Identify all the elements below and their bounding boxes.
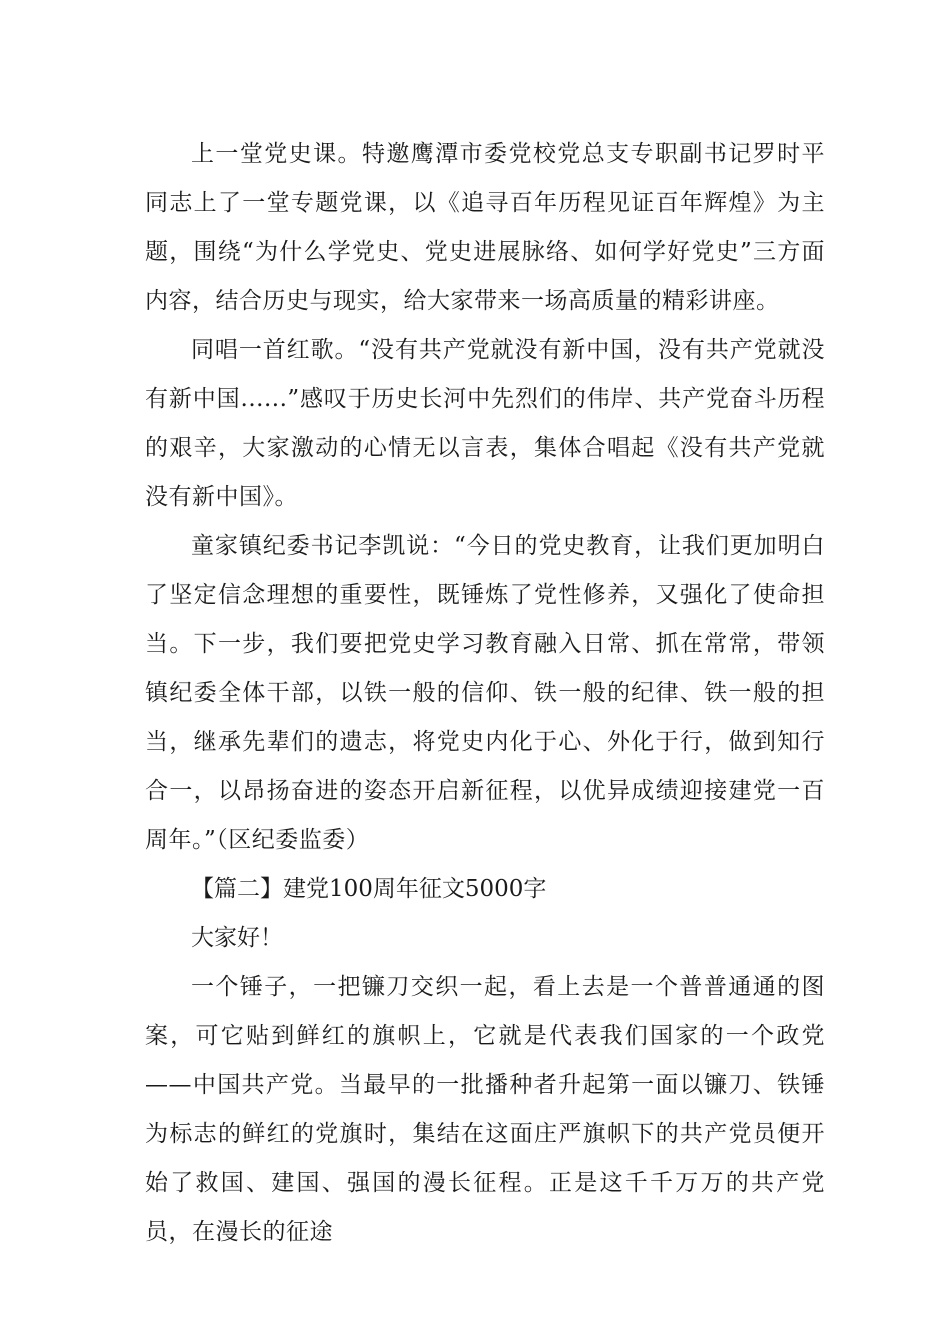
paragraph-red-song: 同唱一首红歌。“没有共产党就没有新中国，没有共产党就没有新中国......”感叹于历史长河中先烈们的伟岸、共产党奋斗历程的艰辛，大家激动的心情无以言表，集体合唱起《没有共产党就没有新中国》。 (145, 337, 825, 510)
greeting: 大家好！ (191, 925, 283, 951)
paragraph-party-history-lesson: 上一堂党史课。特邀鹰潭市委党校党总支专职副书记罗时平同志上了一堂专题党课，以《追寻百年历程见证百年辉煌》为主题，围绕“为什么学党史、党史进展脉络、如何学好党史”三方面内容，结合历史与现实，给大家带来一场高质量的精彩讲座。 (145, 141, 825, 314)
document-page (145, 130, 825, 1257)
paragraph-quote-li-kai: 童家镇纪委书记李凯说：“今日的党史教育，让我们更加明白了坚定信念理想的重要性，既锤炼了党性修养，又强化了使命担当。下一步，我们要把党史学习教育融入日常、抓在常常，带领镇纪委全体干部，以铁一般的信仰、铁一般的纪律、铁一般的担当，继承先辈们的遗志，将党史内化于心、外化于行，做到知行合一，以昂扬奋进的姿态开启新征程，以优异成绩迎接建党一百周年。”（区纪委监委） (145, 533, 825, 853)
paragraph-hammer-sickle: 一个锤子，一把镰刀交织一起，看上去是一个普普通通的图案，可它贴到鲜红的旗帜上，它就是代表我们国家的一个政党——中国共产党。当最早的一批播种者升起第一面以镰刀、铁锤为标志的鲜红的党旗时，集结在这面庄严旗帜下的共产党员便开始了救国、建国、强国的漫长征程。正是这千千万万的共产党员，在漫长的征途 (145, 974, 825, 1245)
section-heading: 【篇二】建党100周年征文5000字 (191, 876, 547, 902)
